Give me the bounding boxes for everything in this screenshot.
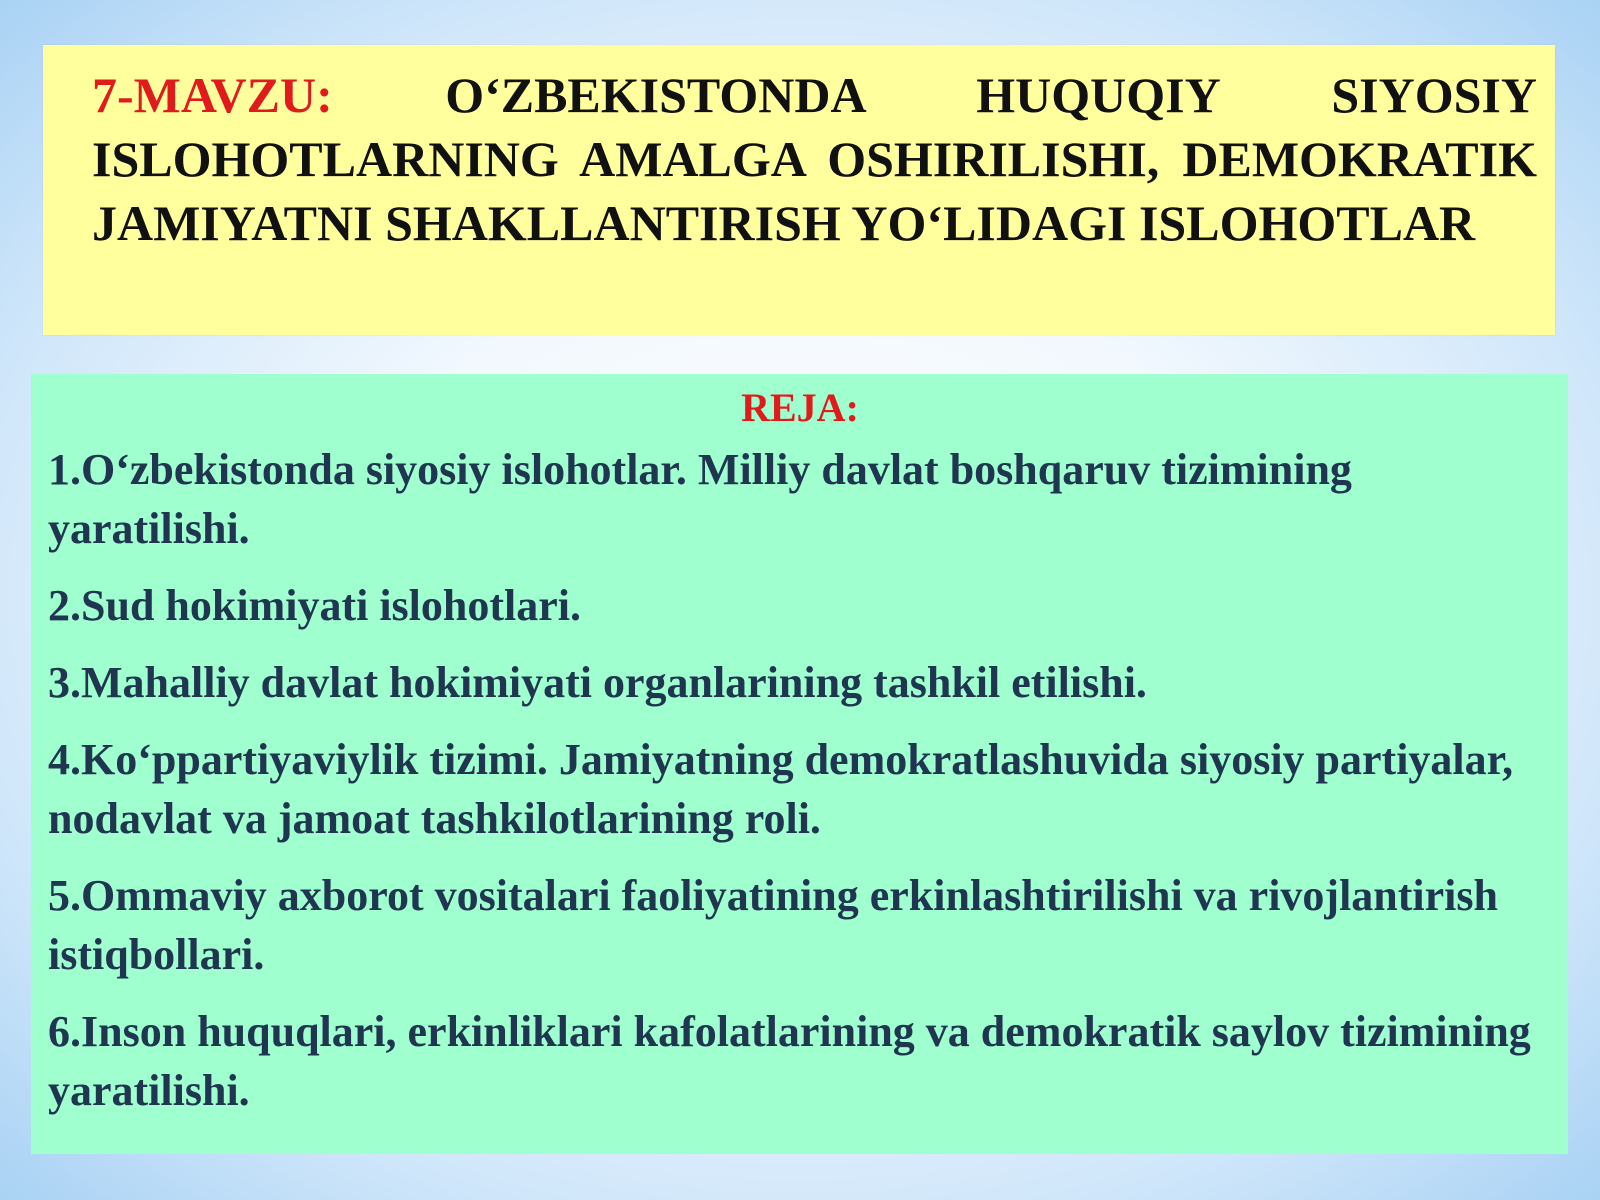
plan-item-2: 2.Sud hokimiyati islohotlari. bbox=[48, 581, 582, 630]
plan-item-3: 3.Mahalliy davlat hokimiyati organlarining tashkil etilishi. bbox=[48, 658, 1147, 707]
plan-item-6: 6.Inson huquqlari, erkinliklari kafolatlarining va demokratik saylov tizimining yaratilishi. bbox=[48, 1007, 1531, 1115]
plan-item-5: 5.Ommaviy axborot vositalari faoliyatining erkinlashtirilishi va rivojlantirish istiqbollari. bbox=[48, 871, 1499, 979]
plan-item-1: 1.O‘zbekistonda siyosiy islohotlar. Milliy davlat boshqaruv tizimining yaratilishi. bbox=[48, 445, 1352, 553]
plan-list bbox=[48, 440, 1552, 1120]
slide-title bbox=[92, 63, 1537, 255]
plan-heading: REJA: bbox=[741, 385, 859, 430]
title-box bbox=[43, 45, 1555, 335]
plan-item-4: 4.Ko‘ppartiyaviylik tizimi. Jamiyatning demokratlashuvida siyosiy partiyalar, nodavlat va jamoat tashkilotlarining roli. bbox=[48, 735, 1514, 843]
topic-title: O‘ZBEKISTONDA HUQUQIY SIYOSIY ISLOHOTLARNING AMALGA OSHIRILISHI, DEMOKRATIK JAMIYATNI SHAKLLANTIRISH YO‘LIDAGI ISLOHOTLAR bbox=[92, 67, 1537, 251]
plan-box bbox=[31, 374, 1568, 1154]
topic-number: 7-MAVZU: bbox=[92, 67, 333, 123]
